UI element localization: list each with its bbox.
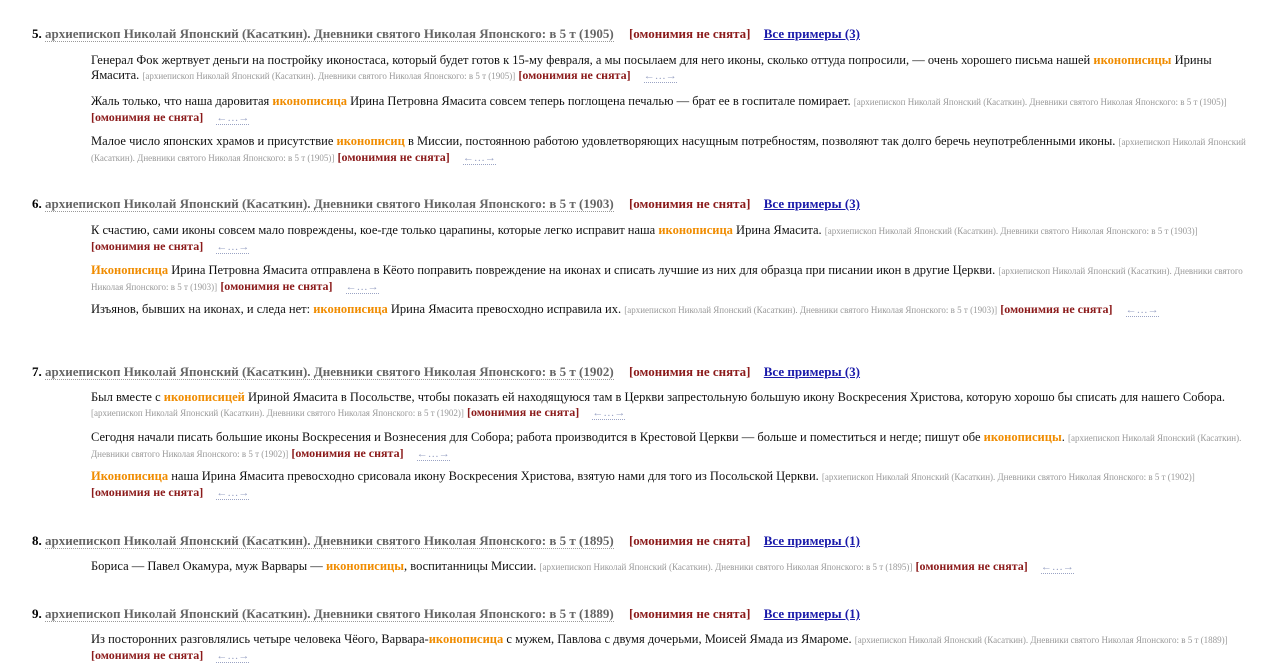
homonymy-label: [омонимия не снята] (91, 648, 204, 662)
homonymy-label: [омонимия не снята] (220, 279, 333, 293)
source-citation: [архиепископ Николай Японский (Касаткин). Дневники святого Николая Японского: в 5 т (1889)] (854, 635, 1228, 645)
sentence-text: Ириной Ямасита в Посольстве, чтобы показать ей находящуюся там в Церкви запрестольную большую икону Воскресения Христова, которую хорошо бы списать для нашего Собора. (244, 390, 1226, 404)
result-header (32, 364, 860, 380)
sentence-text: Был вместе с (91, 390, 164, 404)
result-number: 8. (32, 533, 42, 548)
document-title-link[interactable]: архиепископ Николай Японский (Касаткин). Дневники святого Николая Японского: в 5 т (1895) (45, 533, 614, 548)
expand-context-link[interactable]: ←…→ (216, 241, 250, 253)
sentence-text: Генерал Фок жертвует деньги на постройку иконостаса, который будет готов к 15-му февраля, а мы посылаем для него иконы, сколько оттуда попросили, — очень хорошего письма нашей (91, 53, 1094, 67)
expand-context-link[interactable]: ←…→ (345, 281, 379, 293)
source-citation: [архиепископ Николай Японский (Касаткин). Дневники святого Николая Японского: в 5 т (1903)] (91, 266, 1243, 292)
homonymy-label: [омонимия не снята] (467, 405, 580, 419)
keyword-highlight: иконописицы (983, 430, 1062, 444)
source-citation: [архиепископ Николай Японский (Касаткин). Дневники святого Николая Японского: в 5 т (1902)] (91, 408, 464, 418)
example-sentence (91, 430, 1257, 462)
all-examples-link[interactable]: Все примеры (3) (763, 26, 861, 41)
sentence-text: Малое число японских храмов и присутствие (91, 134, 337, 148)
keyword-highlight: иконописица (272, 94, 347, 108)
sentence-text: Ирина Петровна Ямасита отправлена в Кёото поправить повреждение на иконах и списать лучшие из них для образца при писании икон в другие Церкви. (168, 263, 996, 277)
example-sentence (91, 134, 1257, 166)
keyword-highlight: иконописица (313, 302, 388, 316)
expand-context-link[interactable]: ←…→ (1040, 561, 1074, 573)
source-citation: [архиепископ Николай Японский (Касаткин). Дневники святого Николая Японского: в 5 т (1903)] (624, 305, 998, 315)
result-number: 5. (32, 26, 42, 41)
expand-context-link[interactable]: ←…→ (216, 487, 250, 499)
result-number: 6. (32, 196, 42, 211)
homonymy-label: [омонимия не снята] (337, 150, 450, 164)
homonymy-label: [омонимия не снята] (91, 485, 204, 499)
sentence-text: Изъянов, бывших на иконах, и следа нет: (91, 302, 314, 316)
sentence-text: Ирина Ямасита. (732, 223, 822, 237)
document-title-link[interactable]: архиепископ Николай Японский (Касаткин). Дневники святого Николая Японского: в 5 т (1889) (45, 606, 614, 621)
expand-context-link[interactable]: ←…→ (462, 152, 496, 164)
homonymy-label: [омонимия не снята] (628, 364, 751, 379)
example-sentence (91, 559, 1257, 575)
sentence-text: . (1061, 430, 1065, 444)
sentence-text: Сегодня начали писать большие иконы Воскресения и Вознесения для Собора; работа производится в Крестовой Церкви — больше и поместиться и негде; пишут обе (91, 430, 984, 444)
example-sentence (91, 632, 1257, 664)
source-citation: [архиепископ Николай Японский (Касаткин). Дневники святого Николая Японского: в 5 т (1903)] (824, 226, 1198, 236)
homonymy-label: [омонимия не снята] (291, 446, 404, 460)
expand-context-link[interactable]: ←…→ (416, 448, 450, 460)
document-title-link[interactable]: архиепископ Николай Японский (Касаткин). Дневники святого Николая Японского: в 5 т (1903) (45, 196, 614, 211)
homonymy-label: [омонимия не снята] (1000, 302, 1113, 316)
homonymy-label: [омонимия не снята] (628, 606, 751, 621)
sentence-text: Бориса — Павел Окамура, муж Варвары — (91, 559, 326, 573)
expand-context-link[interactable]: ←…→ (1125, 304, 1159, 316)
keyword-highlight: иконописицы (1093, 53, 1172, 67)
example-sentence (91, 223, 1257, 255)
source-citation: [архиепископ Николай Японский (Касаткин). Дневники святого Николая Японского: в 5 т (1905)] (91, 137, 1246, 163)
homonymy-label: [омонимия не снята] (628, 533, 751, 548)
sentence-text: Ирина Ямасита превосходно исправила их. (387, 302, 622, 316)
example-sentence (91, 263, 1257, 295)
source-citation: [архиепископ Николай Японский (Касаткин). Дневники святого Николая Японского: в 5 т (1905)] (853, 97, 1227, 107)
sentence-text: с мужем, Павлова с двумя дочерьми, Моисей Ямада из Ямароме. (503, 632, 852, 646)
result-header (32, 606, 860, 622)
homonymy-label: [омонимия не снята] (628, 26, 751, 41)
example-sentence (91, 53, 1257, 84)
expand-context-link[interactable]: ←…→ (216, 112, 250, 124)
all-examples-link[interactable]: Все примеры (3) (763, 364, 861, 379)
homonymy-label: [омонимия не снята] (518, 68, 631, 82)
source-citation: [архиепископ Николай Японский (Касаткин). Дневники святого Николая Японского: в 5 т (1902)] (91, 433, 1242, 459)
all-examples-link[interactable]: Все примеры (3) (763, 196, 861, 211)
expand-context-link[interactable]: ←…→ (592, 407, 626, 419)
source-citation: [архиепископ Николай Японский (Касаткин). Дневники святого Николая Японского: в 5 т (1905)] (142, 71, 516, 81)
result-header (32, 533, 860, 549)
document-title-link[interactable]: архиепископ Николай Японский (Касаткин). Дневники святого Николая Японского: в 5 т (1905) (45, 26, 614, 41)
result-header (32, 196, 860, 212)
sentence-text: Ирины Ямасита. (91, 53, 1212, 82)
keyword-highlight: Иконописица (91, 263, 169, 277)
example-sentence (91, 302, 1257, 318)
keyword-highlight: Иконописица (91, 469, 169, 483)
sentence-text: К счастию, сами иконы совсем мало повреждены, кое-где только царапины, которые легко исправит наша (91, 223, 659, 237)
homonymy-label: [омонимия не снята] (915, 559, 1028, 573)
source-citation: [архиепископ Николай Японский (Касаткин). Дневники святого Николая Японского: в 5 т (1895)] (539, 562, 913, 572)
example-sentence (91, 390, 1257, 421)
keyword-highlight: иконописиц (336, 134, 405, 148)
sentence-text: Жаль только, что наша даровитая (91, 94, 273, 108)
keyword-highlight: иконописица (658, 223, 733, 237)
result-number: 7. (32, 364, 42, 379)
document-title-link[interactable]: архиепископ Николай Японский (Касаткин). Дневники святого Николая Японского: в 5 т (1902) (45, 364, 614, 379)
homonymy-label: [омонимия не снята] (628, 196, 751, 211)
sentence-text: наша Ирина Ямасита превосходно срисовала икону Воскресения Христова, взятую нами для того из Посольской Церкви. (168, 469, 819, 483)
example-sentence (91, 469, 1257, 501)
result-number: 9. (32, 606, 42, 621)
sentence-text: Из посторонних разговлялись четыре человека Чёого, Варвара- (91, 632, 429, 646)
result-header (32, 26, 860, 42)
sentence-text: , воспитанницы Миссии. (404, 559, 537, 573)
expand-context-link[interactable]: ←…→ (643, 70, 677, 82)
sentence-text: Ирина Петровна Ямасита совсем теперь поглощена печалью — брат ее в госпитале помирает. (346, 94, 851, 108)
keyword-highlight: иконописица (428, 632, 504, 646)
sentence-text: в Миссии, постоянною работою удовлетворяющих насущным потребностям, позволяют так долго беречь неупотребленными иконы. (404, 134, 1116, 148)
all-examples-link[interactable]: Все примеры (1) (763, 606, 861, 621)
homonymy-label: [омонимия не снята] (91, 239, 204, 253)
homonymy-label: [омонимия не снята] (91, 110, 204, 124)
example-sentence (91, 94, 1257, 126)
expand-context-link[interactable]: ←…→ (216, 650, 250, 662)
keyword-highlight: иконописицей (163, 390, 245, 404)
keyword-highlight: иконописицы (325, 559, 404, 573)
source-citation: [архиепископ Николай Японский (Касаткин). Дневники святого Николая Японского: в 5 т (1902)] (821, 472, 1195, 482)
all-examples-link[interactable]: Все примеры (1) (763, 533, 861, 548)
